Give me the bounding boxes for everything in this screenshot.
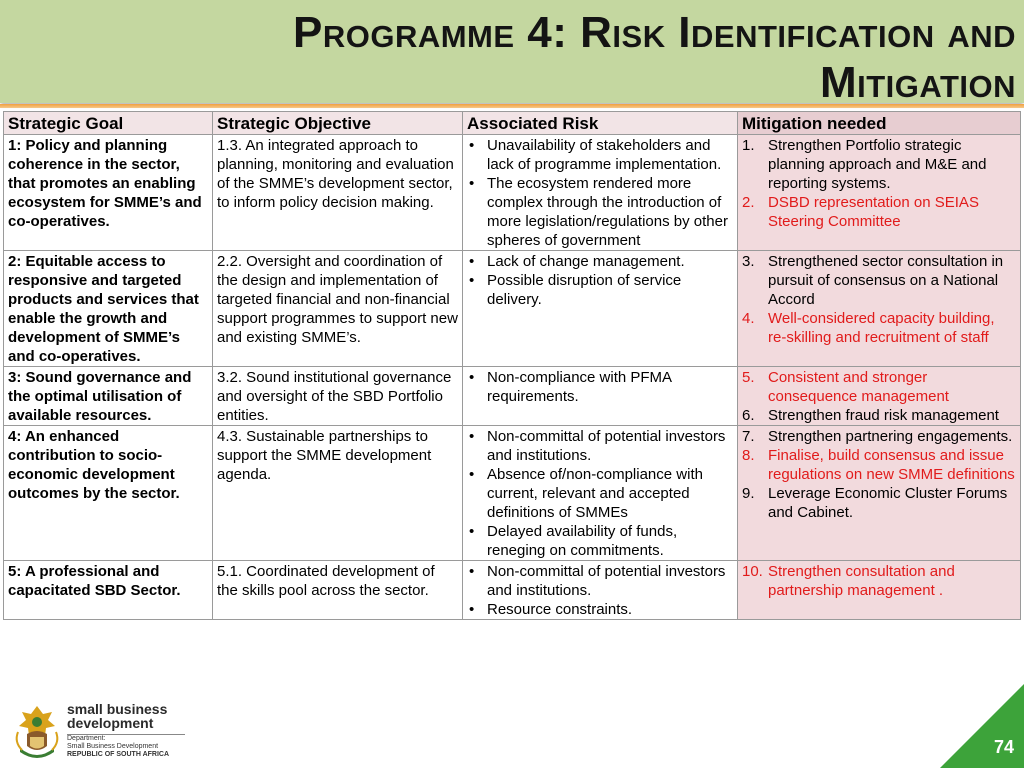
mitigation-cell [738, 251, 1021, 367]
table-row [4, 367, 1021, 426]
risk-item: • Non-committal of potential investors and institutions. [467, 562, 733, 600]
table-row [4, 135, 1021, 251]
strategic-objective-cell: 5.1. Coordinated development of the skills pool across the sector. [213, 561, 463, 620]
risk-table [3, 111, 1021, 620]
mitigation-text: Strengthen fraud risk management [768, 407, 999, 424]
mitigation-number: 2. [742, 194, 755, 211]
strategic-goal-cell: 1: Policy and planning coherence in the sector, that promotes an enabling ecosystem for SMME’s and co-operatives. [4, 135, 213, 251]
mitigation-number: 7. [742, 428, 755, 445]
mitigation-number: 6. [742, 407, 755, 424]
mitigation-text: Strengthen partnering engagements. [768, 428, 1013, 445]
table-row [4, 561, 1021, 620]
mitigation-cell [738, 367, 1021, 426]
associated-risk-cell [463, 251, 738, 367]
risk-item: • Delayed availability of funds, reneging on commitments. [467, 522, 733, 560]
mitigation-item [742, 309, 1016, 347]
risk-table-body [4, 135, 1021, 620]
mitigation-cell [738, 426, 1021, 561]
risk-item: • Resource constraints. [467, 600, 733, 619]
table-row [4, 426, 1021, 561]
associated-risk-cell [463, 135, 738, 251]
mitigation-item [742, 406, 1016, 425]
header-associated-risk: Associated Risk [463, 112, 738, 135]
slide-title-line1: Programme 4: Risk Identification and [293, 8, 1016, 57]
mitigation-text: Consistent and stronger consequence management [768, 369, 949, 405]
risk-item: • Lack of change management. [467, 252, 733, 271]
risk-item: • Possible disruption of service delivery. [467, 271, 733, 309]
mitigation-text: Strengthened sector consultation in pursuit of consensus on a National Accord [768, 253, 1004, 308]
risk-list [467, 427, 733, 560]
mitigation-number: 9. [742, 485, 755, 502]
mitigation-number: 1. [742, 137, 755, 154]
logo-dept-name: Small Business Development [67, 743, 159, 750]
mitigation-text: Well-considered capacity building, re-skilling and recruitment of staff [768, 310, 995, 346]
strategic-goal-cell: 5: A professional and capacitated SBD Sector. [4, 561, 213, 620]
mitigation-list [742, 252, 1016, 347]
mitigation-list [742, 427, 1016, 522]
logo-brand-line1: small business [67, 701, 168, 717]
mitigation-text: Strengthen Portfolio strategic planning approach and M&E and reporting systems. [768, 137, 987, 192]
strategic-objective-cell: 4.3. Sustainable partnerships to support the SMME development agenda. [213, 426, 463, 561]
mitigation-cell [738, 561, 1021, 620]
mitigation-cell [738, 135, 1021, 251]
mitigation-item [742, 484, 1016, 522]
mitigation-item [742, 446, 1016, 484]
mitigation-item [742, 427, 1016, 446]
risk-item: • The ecosystem rendered more complex through the introduction of more legislation/regulations by other spheres of government [467, 174, 733, 250]
logo-country: REPUBLIC OF SOUTH AFRICA [67, 751, 170, 758]
table-row [4, 251, 1021, 367]
logo-brand-line2: development [67, 716, 185, 735]
risk-list [467, 252, 733, 309]
header-strategic-objective: Strategic Objective [213, 112, 463, 135]
mitigation-item [742, 136, 1016, 193]
risk-list [467, 136, 733, 250]
dsbd-logo [12, 702, 202, 764]
mitigation-number: 8. [742, 447, 755, 464]
mitigation-text: Strengthen consultation and partnership management . [768, 563, 955, 599]
title-band [0, 0, 1024, 107]
risk-list [467, 562, 733, 619]
mitigation-text: Finalise, build consensus and issue regulations on new SMME definitions [768, 447, 1015, 483]
mitigation-list [742, 136, 1016, 231]
mitigation-list [742, 562, 1016, 600]
mitigation-text: Leverage Economic Cluster Forums and Cabinet. [768, 485, 1008, 521]
table-header-row [4, 112, 1021, 135]
mitigation-item [742, 562, 1016, 600]
logo-dept-label: Department: [67, 735, 106, 742]
mitigation-item [742, 368, 1016, 406]
strategic-objective-cell: 2.2. Oversight and coordination of the design and implementation of targeted financial and non-financial support programmes to support new and existing SMME’s. [213, 251, 463, 367]
associated-risk-cell [463, 561, 738, 620]
risk-list [467, 368, 733, 406]
strategic-goal-cell: 3: Sound governance and the optimal utilisation of available resources. [4, 367, 213, 426]
mitigation-number: 4. [742, 310, 755, 327]
mitigation-item [742, 193, 1016, 231]
mitigation-number: 3. [742, 253, 755, 270]
mitigation-list [742, 368, 1016, 425]
page-number: 74 [993, 737, 1014, 757]
mitigation-text: DSBD representation on SEIAS Steering Committee [768, 194, 979, 230]
mitigation-number: 10. [742, 563, 763, 580]
header-mitigation-needed: Mitigation needed [738, 112, 1021, 135]
strategic-goal-cell: 2: Equitable access to responsive and targeted products and services that enable the growth and development of SMME’s and co-operatives. [4, 251, 213, 367]
risk-item: • Non-committal of potential investors and institutions. [467, 427, 733, 465]
risk-item: • Non-compliance with PFMA requirements. [467, 368, 733, 406]
strategic-goal-cell: 4: An enhanced contribution to socio-economic development outcomes by the sector. [4, 426, 213, 561]
slide-title [116, 8, 1016, 108]
slide-title-line2: Mitigation [819, 58, 1016, 107]
associated-risk-cell [463, 426, 738, 561]
mitigation-number: 5. [742, 369, 755, 386]
risk-item: • Unavailability of stakeholders and lack of programme implementation. [467, 136, 733, 174]
risk-item: • Absence of/non-compliance with current, relevant and accepted definitions of SMMEs [467, 465, 733, 522]
mitigation-item [742, 252, 1016, 309]
header-strategic-goal: Strategic Goal [4, 112, 213, 135]
coat-of-arms-icon [12, 702, 62, 764]
strategic-objective-cell: 1.3. An integrated approach to planning, monitoring and evaluation of the SMME’s development sector, to inform policy decision making. [213, 135, 463, 251]
associated-risk-cell [463, 367, 738, 426]
strategic-objective-cell: 3.2. Sound institutional governance and oversight of the SBD Portfolio entities. [213, 367, 463, 426]
